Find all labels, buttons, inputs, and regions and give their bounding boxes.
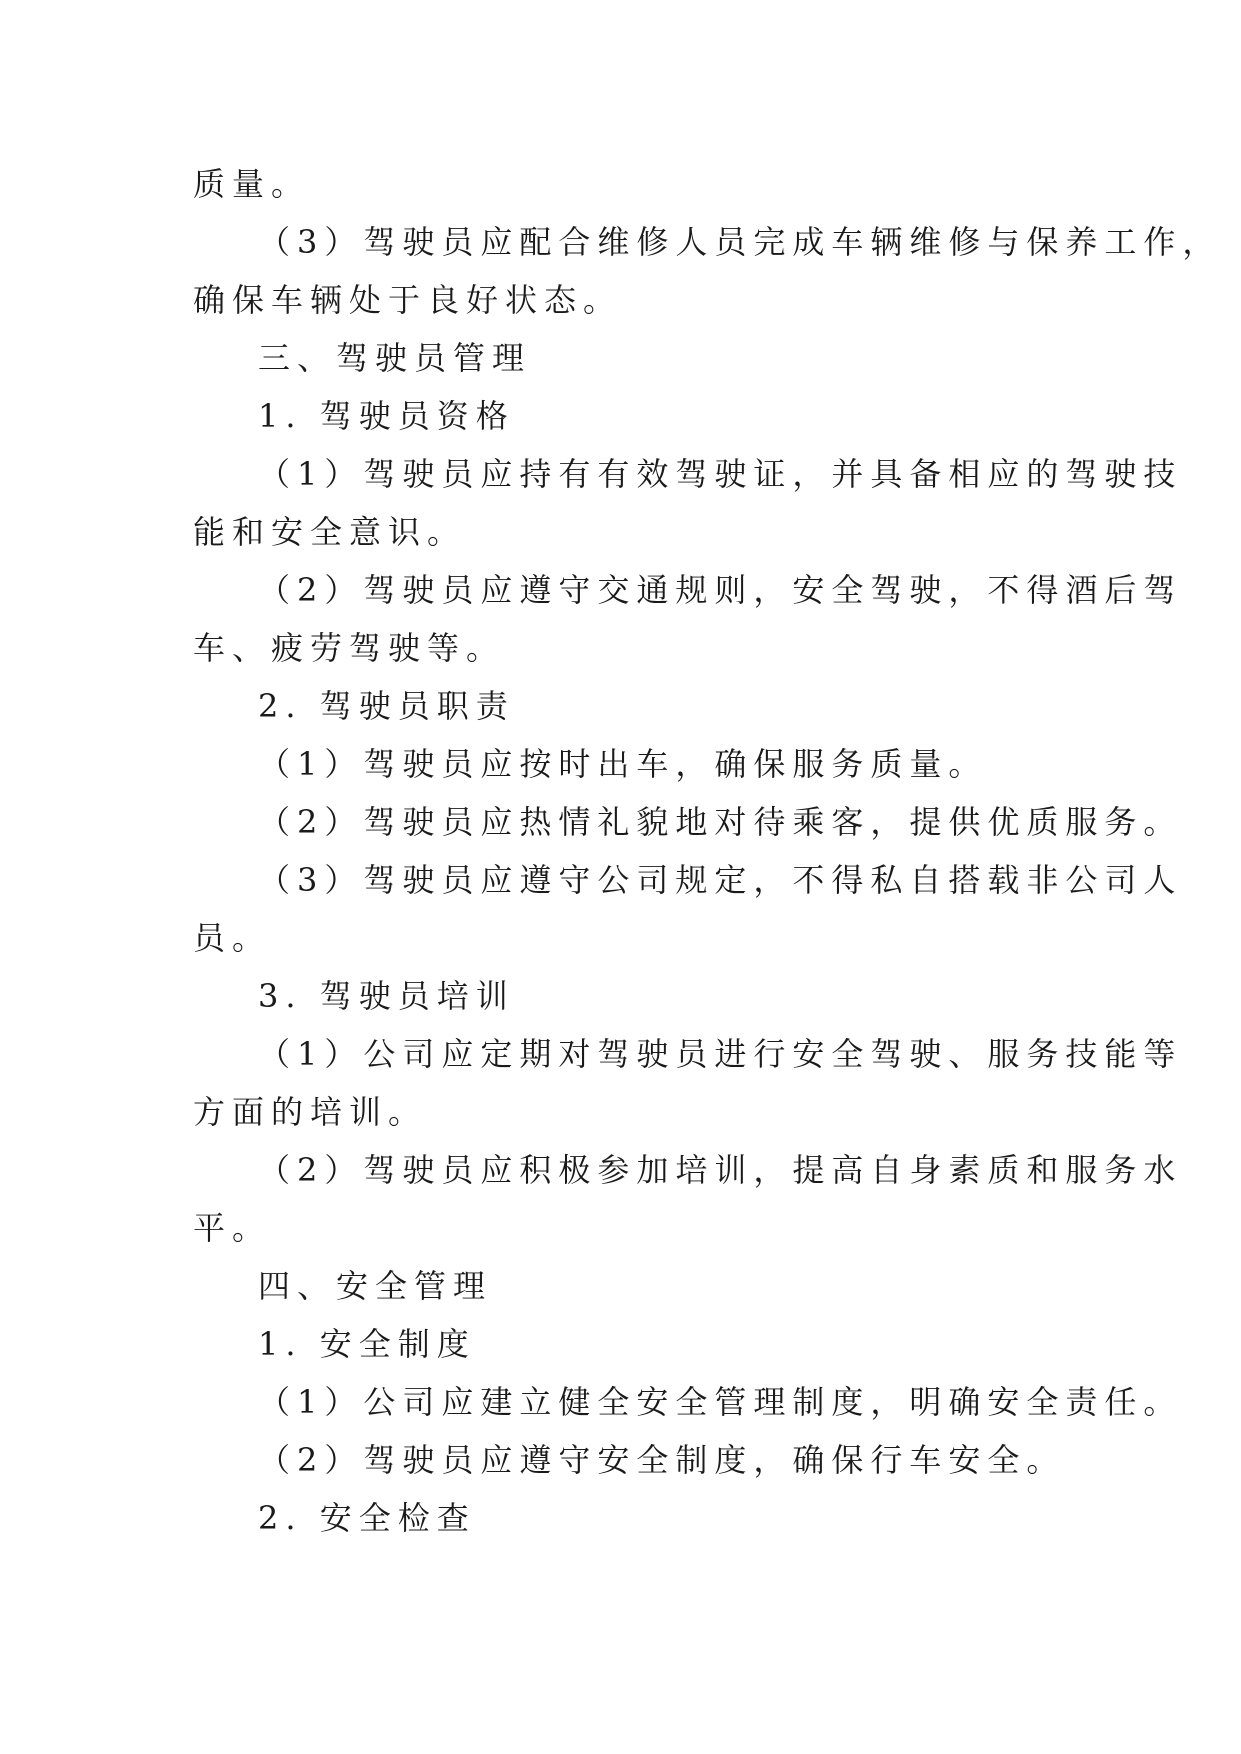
text-line: 确保车辆处于良好状态。 (193, 281, 623, 319)
text-line: （2）驾驶员应遵守交通规则，安全驾驶，不得酒后驾 (258, 571, 1183, 609)
section-heading: 四、安全管理 (258, 1267, 493, 1305)
text-line: 平。 (193, 1209, 272, 1247)
subsection-heading: 1. 驾驶员资格 (258, 397, 515, 435)
text-line: （1）公司应定期对驾驶员进行安全驾驶、服务技能等 (258, 1035, 1183, 1073)
subsection-heading: 3. 驾驶员培训 (258, 977, 515, 1015)
subsection-heading: 1. 安全制度 (258, 1325, 476, 1363)
text-line: （3）驾驶员应配合维修人员完成车辆维修与保养工作， (258, 223, 1222, 261)
section-heading: 三、驾驶员管理 (258, 339, 532, 377)
subsection-heading: 2. 驾驶员职责 (258, 687, 515, 725)
text-line: 能和安全意识。 (193, 513, 467, 551)
text-line: （1）驾驶员应持有有效驾驶证，并具备相应的驾驶技 (258, 455, 1183, 493)
text-line: 车、疲劳驾驶等。 (193, 629, 506, 667)
text-line: （2）驾驶员应遵守安全制度，确保行车安全。 (258, 1441, 1066, 1479)
subsection-heading: 2. 安全检查 (258, 1499, 476, 1537)
text-line: （1）公司应建立健全安全管理制度，明确安全责任。 (258, 1383, 1183, 1421)
text-line: 质量。 (193, 165, 311, 203)
text-line: 员。 (193, 919, 272, 957)
text-line: （2）驾驶员应热情礼貌地对待乘客，提供优质服务。 (258, 803, 1183, 841)
text-line: （1）驾驶员应按时出车，确保服务质量。 (258, 745, 988, 783)
text-line: （3）驾驶员应遵守公司规定，不得私自搭载非公司人 (258, 861, 1183, 899)
text-line: （2）驾驶员应积极参加培训，提高自身素质和服务水 (258, 1151, 1183, 1189)
text-line: 方面的培训。 (193, 1093, 428, 1131)
